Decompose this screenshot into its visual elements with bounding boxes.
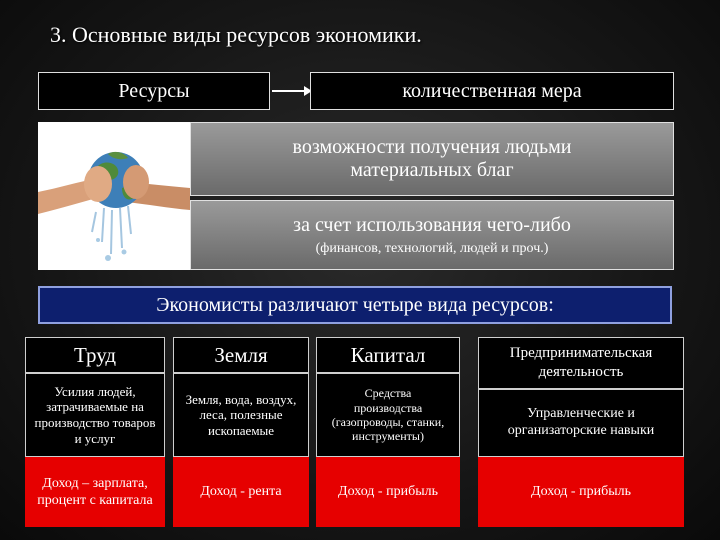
hands-globe-image xyxy=(38,122,190,270)
column-header-land: Земля xyxy=(173,337,309,373)
column-income-land: Доход - рента xyxy=(173,457,309,527)
resources-box xyxy=(38,72,270,110)
column-income-entrepreneurship: Доход - прибыль xyxy=(478,457,684,527)
arrow-right-icon xyxy=(270,82,312,100)
definition-row-means: за счет использования чего-либо (финансов, технологий, людей и проч.) xyxy=(190,200,674,270)
column-header-entrepreneurship: Предпринимательская деятельность xyxy=(478,337,684,389)
column-description-entrepreneurship: Управленческие и организаторские навыки xyxy=(478,389,684,457)
hands-squeezing-globe-icon xyxy=(38,122,190,270)
column-description-capital: Средства производства (газопроводы, станки, инструменты) xyxy=(316,373,460,457)
resources-label: Ресурсы xyxy=(118,79,190,102)
four-resources-banner: Экономисты различают четыре вида ресурсов: xyxy=(38,286,672,324)
column-header-labor: Труд xyxy=(25,337,165,373)
column-description-labor: Усилия людей, затрачиваемые на производство товаров и услуг xyxy=(25,373,165,457)
column-description-land: Земля, вода, воздух, леса, полезные ископаемые xyxy=(173,373,309,457)
page-title: 3. Основные виды ресурсов экономики. xyxy=(50,22,422,47)
column-header-capital: Капитал xyxy=(316,337,460,373)
definition-row-quantity: количественная мера xyxy=(310,72,674,110)
column-income-labor: Доход – зарплата, процент с капитала xyxy=(25,457,165,527)
definition-row-opportunity: возможности получения людьми материальных благ xyxy=(190,122,674,196)
column-income-capital: Доход - прибыль xyxy=(316,457,460,527)
